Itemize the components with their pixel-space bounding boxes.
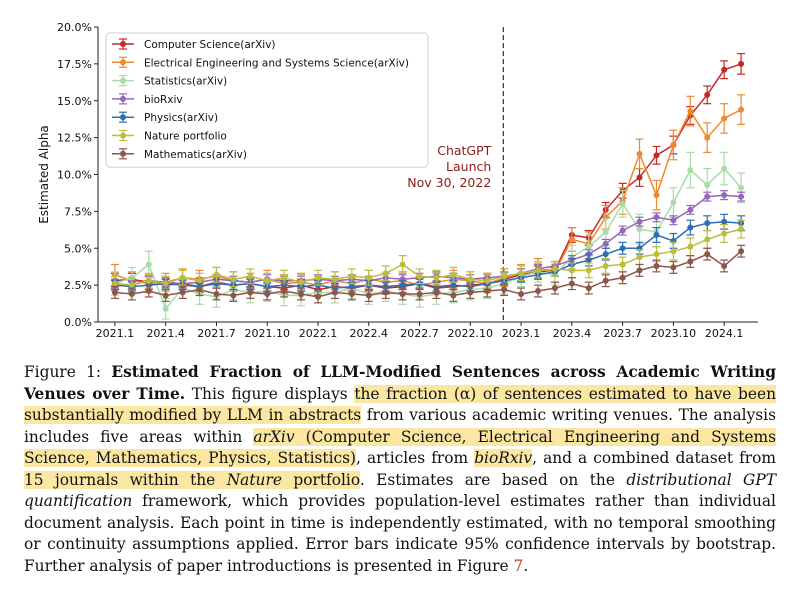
data-point bbox=[484, 288, 490, 294]
highlight-arxiv-areas: (Computer Science, Electrical Engineering and Systems Science, Mathematics, Physics, Statistics) bbox=[24, 427, 777, 467]
x-tick-label: 2023.7 bbox=[603, 327, 642, 340]
data-point bbox=[281, 288, 287, 294]
legend-label: Statistics(arXiv) bbox=[144, 75, 228, 88]
data-point bbox=[315, 294, 321, 300]
data-point bbox=[637, 151, 643, 157]
data-point bbox=[213, 272, 219, 278]
data-point bbox=[315, 275, 321, 281]
annotation-text: ChatGPT bbox=[437, 143, 492, 158]
legend-marker bbox=[120, 96, 126, 102]
y-tick-label: 10.0% bbox=[57, 168, 92, 182]
data-point bbox=[230, 292, 236, 298]
data-point bbox=[535, 288, 541, 294]
series-line bbox=[115, 229, 741, 285]
y-tick-label: 12.5% bbox=[57, 131, 92, 145]
data-point bbox=[620, 201, 626, 207]
x-tick-label: 2021.7 bbox=[197, 327, 236, 340]
caption-text: , and a combined dataset from bbox=[532, 449, 776, 467]
data-point bbox=[586, 267, 592, 273]
data-point bbox=[721, 166, 727, 172]
caption-text: framework, which provides population-level estimates rather than individual document analysis. Each point in time is independently estimated, with no temporal smoothing or continuity assumptions applied. Error bars indicate 95% confidence intervals by bootstrap. Further analysis of paper introductions is presented in Figure bbox=[24, 492, 776, 575]
data-point bbox=[687, 108, 693, 114]
data-point bbox=[247, 290, 253, 296]
chart-legend bbox=[106, 33, 428, 167]
data-point bbox=[603, 229, 609, 235]
data-point bbox=[687, 244, 693, 250]
highlight-alpha-fraction: the fraction (α) of sentences estimated to have been substantially modified by LLM in abstracts bbox=[24, 384, 776, 424]
figure-label: Figure 1: bbox=[24, 363, 102, 381]
data-point bbox=[738, 61, 744, 67]
data-point bbox=[670, 217, 676, 223]
data-point bbox=[332, 276, 338, 282]
data-point bbox=[704, 251, 710, 257]
data-point bbox=[433, 290, 439, 296]
data-point bbox=[146, 278, 152, 284]
highlight-nature: Nature bbox=[226, 470, 282, 489]
data-point bbox=[653, 232, 659, 238]
data-point bbox=[687, 207, 693, 213]
caption-text: . bbox=[523, 556, 529, 575]
series-line bbox=[115, 251, 741, 297]
data-point bbox=[552, 285, 558, 291]
series-6 bbox=[111, 245, 745, 303]
caption-text: . Estimates are based on the bbox=[359, 470, 615, 489]
data-point bbox=[704, 236, 710, 242]
data-point bbox=[247, 273, 253, 279]
data-point bbox=[146, 288, 152, 294]
data-point bbox=[400, 261, 406, 267]
legend-marker bbox=[120, 41, 126, 47]
annotation-text: Nov 30, 2022 bbox=[407, 175, 492, 190]
annotation-text: Launch bbox=[446, 159, 492, 174]
data-point bbox=[163, 292, 169, 298]
data-point bbox=[653, 152, 659, 158]
data-point bbox=[535, 267, 541, 273]
legend-item bbox=[112, 57, 409, 69]
legend-item bbox=[112, 94, 183, 106]
data-point bbox=[721, 231, 727, 237]
data-point bbox=[603, 263, 609, 269]
y-tick-label: 5.0% bbox=[64, 242, 92, 256]
data-point bbox=[738, 185, 744, 191]
y-axis-label: Estimated Alpha bbox=[37, 125, 51, 224]
data-point bbox=[518, 291, 524, 297]
caption-text: , articles from bbox=[356, 449, 469, 467]
data-point bbox=[501, 273, 507, 279]
y-tick-label: 17.5% bbox=[57, 57, 92, 71]
data-point bbox=[400, 282, 406, 288]
legend-marker bbox=[120, 78, 126, 84]
data-point bbox=[417, 273, 423, 279]
data-point bbox=[637, 254, 643, 260]
data-point bbox=[704, 182, 710, 188]
data-point bbox=[112, 281, 118, 287]
data-point bbox=[721, 115, 727, 121]
data-point bbox=[197, 287, 203, 293]
highlight-journals: 15 journals within the bbox=[24, 470, 216, 489]
figure-title: Estimated Fraction of LLM-Modified Sentences across Academic Writing Venues over Time. bbox=[24, 363, 776, 403]
data-point bbox=[146, 261, 152, 267]
data-point bbox=[586, 244, 592, 250]
data-point bbox=[653, 214, 659, 220]
x-tick-label: 2022.1 bbox=[298, 327, 338, 340]
legend-label: Mathematics(arXiv) bbox=[144, 148, 247, 161]
data-point bbox=[197, 278, 203, 284]
data-point bbox=[332, 290, 338, 296]
legend-marker bbox=[120, 59, 126, 65]
data-point bbox=[603, 241, 609, 247]
data-point bbox=[112, 290, 118, 296]
highlight-arxiv: arXiv bbox=[253, 427, 295, 446]
legend-marker bbox=[120, 151, 126, 157]
data-point bbox=[603, 278, 609, 284]
data-point bbox=[264, 291, 270, 297]
data-point bbox=[687, 259, 693, 265]
data-point bbox=[637, 174, 643, 180]
caption-text: This figure displays bbox=[191, 384, 348, 403]
data-point bbox=[552, 266, 558, 272]
y-tick-label: 7.5% bbox=[64, 205, 92, 219]
data-point bbox=[163, 281, 169, 287]
caption-text: from various academic writing venues. The analysis includes five areas within bbox=[24, 406, 777, 446]
data-point bbox=[383, 290, 389, 296]
data-point bbox=[569, 236, 575, 242]
data-point bbox=[721, 192, 727, 198]
data-point bbox=[670, 264, 676, 270]
data-point bbox=[180, 275, 186, 281]
x-tick-label: 2023.4 bbox=[552, 327, 592, 340]
data-point bbox=[704, 135, 710, 141]
y-tick-label: 20.0% bbox=[57, 21, 92, 34]
x-tick-label: 2021.10 bbox=[244, 327, 290, 340]
x-tick-label: 2022.4 bbox=[349, 327, 389, 340]
data-point bbox=[670, 248, 676, 254]
data-point bbox=[467, 290, 473, 296]
data-point bbox=[620, 275, 626, 281]
data-point bbox=[721, 263, 727, 269]
data-point bbox=[501, 287, 507, 293]
data-point bbox=[670, 142, 676, 148]
data-point bbox=[129, 291, 135, 297]
data-point bbox=[180, 290, 186, 296]
data-point bbox=[433, 275, 439, 281]
data-point bbox=[213, 291, 219, 297]
data-point bbox=[653, 251, 659, 257]
caption-method: distributional GPT quantification bbox=[24, 470, 776, 510]
data-point bbox=[281, 275, 287, 281]
data-point bbox=[129, 282, 135, 288]
data-point bbox=[620, 261, 626, 267]
data-point bbox=[586, 285, 592, 291]
data-point bbox=[586, 257, 592, 263]
data-point bbox=[298, 279, 304, 285]
data-point bbox=[738, 107, 744, 113]
data-point bbox=[653, 263, 659, 269]
x-tick-label: 2022.7 bbox=[400, 327, 439, 340]
series-line bbox=[115, 195, 741, 285]
data-point bbox=[704, 92, 710, 98]
data-point bbox=[704, 194, 710, 200]
legend-label: Nature portfolio bbox=[144, 130, 227, 143]
x-tick-label: 2023.1 bbox=[501, 327, 541, 340]
x-tick-label: 2021.1 bbox=[95, 327, 135, 340]
data-point bbox=[163, 306, 169, 312]
legend-label: Physics(arXiv) bbox=[144, 112, 219, 125]
data-point bbox=[721, 219, 727, 225]
highlight-portfolio: portfolio bbox=[293, 470, 360, 489]
figure-caption bbox=[24, 362, 776, 577]
data-point bbox=[721, 67, 727, 73]
data-point bbox=[383, 270, 389, 276]
data-point bbox=[637, 267, 643, 273]
data-point bbox=[738, 226, 744, 232]
data-point bbox=[484, 278, 490, 284]
data-point bbox=[366, 292, 372, 298]
data-point bbox=[738, 194, 744, 200]
data-point bbox=[569, 281, 575, 287]
data-point bbox=[400, 291, 406, 297]
x-tick-label: 2022.10 bbox=[447, 327, 494, 340]
data-point bbox=[687, 225, 693, 231]
legend-marker bbox=[120, 133, 126, 139]
figure-7-link[interactable]: 7 bbox=[513, 556, 524, 575]
data-point bbox=[450, 282, 456, 288]
data-point bbox=[467, 276, 473, 282]
data-point bbox=[518, 270, 524, 276]
data-point bbox=[450, 292, 456, 298]
data-point bbox=[620, 245, 626, 251]
legend-label: Computer Science(arXiv) bbox=[144, 39, 276, 51]
data-point bbox=[264, 278, 270, 284]
y-tick-label: 0.0% bbox=[64, 316, 92, 329]
x-tick-label: 2021.4 bbox=[146, 327, 185, 340]
legend-marker bbox=[120, 114, 126, 120]
data-point bbox=[687, 167, 693, 173]
data-point bbox=[738, 248, 744, 254]
x-tick-label: 2023.10 bbox=[650, 327, 697, 340]
data-point bbox=[349, 273, 355, 279]
data-point bbox=[704, 220, 710, 226]
data-point bbox=[349, 291, 355, 297]
data-point bbox=[637, 226, 643, 232]
data-point bbox=[637, 219, 643, 225]
y-tick-label: 15.0% bbox=[57, 94, 92, 108]
x-tick-label: 2024.1 bbox=[704, 327, 744, 340]
y-tick-label: 2.5% bbox=[64, 279, 92, 293]
data-point bbox=[620, 228, 626, 234]
data-point bbox=[569, 267, 575, 273]
data-point bbox=[298, 291, 304, 297]
data-point bbox=[366, 275, 372, 281]
data-point bbox=[450, 272, 456, 278]
legend-label: bioRxiv bbox=[144, 93, 183, 106]
data-point bbox=[653, 192, 659, 198]
data-point bbox=[670, 200, 676, 206]
data-point bbox=[417, 291, 423, 297]
highlight-biorxiv: bioRxiv bbox=[474, 449, 533, 467]
data-point bbox=[230, 276, 236, 282]
data-point bbox=[603, 251, 609, 257]
legend-label: Electrical Engineering and Systems Science(arXiv) bbox=[144, 57, 409, 70]
